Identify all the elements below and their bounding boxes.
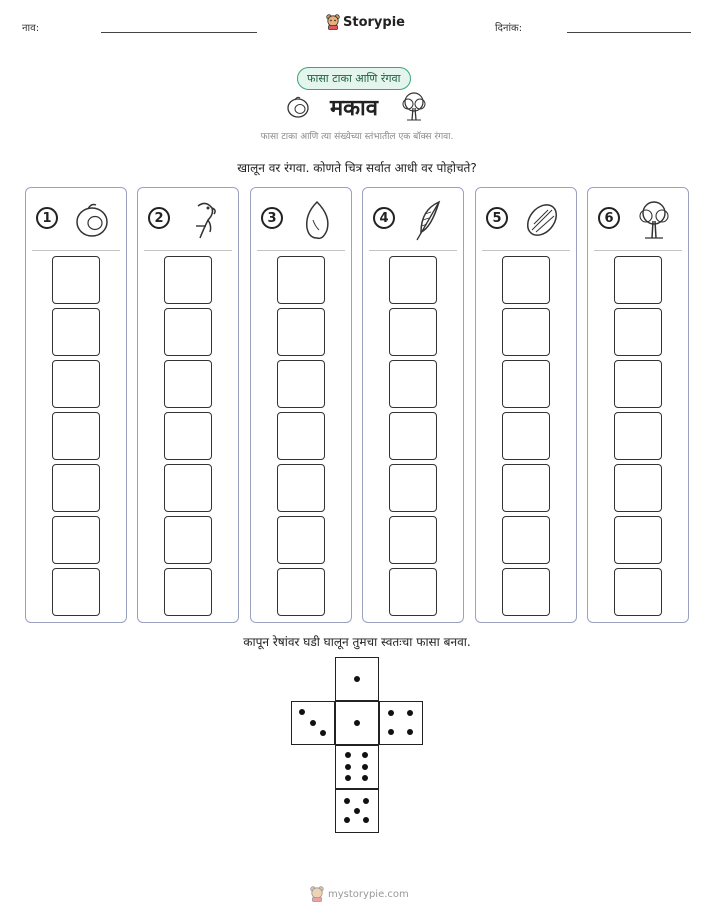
color-box[interactable] <box>389 568 437 616</box>
dice-pip <box>388 710 394 716</box>
bear-mascot-icon <box>326 14 340 30</box>
color-box[interactable] <box>389 360 437 408</box>
column-divider <box>144 250 232 251</box>
column-6 <box>587 187 689 623</box>
dice-pip <box>354 720 360 726</box>
column-divider <box>594 250 682 251</box>
color-box[interactable] <box>164 256 212 304</box>
tree-icon <box>398 90 430 122</box>
dice-pip <box>345 764 351 770</box>
color-box[interactable] <box>389 256 437 304</box>
plum-icon <box>285 94 311 120</box>
column-4 <box>362 187 464 623</box>
column-number: 1 <box>36 207 58 229</box>
color-box[interactable] <box>614 308 662 356</box>
page-title: मकाव <box>330 96 378 121</box>
color-box[interactable] <box>389 464 437 512</box>
color-box[interactable] <box>502 360 550 408</box>
color-box[interactable] <box>164 568 212 616</box>
color-box[interactable] <box>277 308 325 356</box>
column-divider <box>482 250 570 251</box>
feather-icon <box>409 198 449 242</box>
dice-pip <box>354 676 360 682</box>
color-box[interactable] <box>52 516 100 564</box>
color-box[interactable] <box>502 412 550 460</box>
activity-badge: फासा टाका आणि रंगवा <box>297 67 411 90</box>
color-box[interactable] <box>52 464 100 512</box>
color-box[interactable] <box>614 516 662 564</box>
color-box[interactable] <box>614 568 662 616</box>
color-box[interactable] <box>52 308 100 356</box>
color-box[interactable] <box>277 464 325 512</box>
seed-icon <box>522 198 562 242</box>
color-box[interactable] <box>614 412 662 460</box>
footer <box>310 886 409 902</box>
tree-icon <box>634 198 674 242</box>
name-line[interactable] <box>101 32 257 33</box>
dice-pip <box>345 775 351 781</box>
color-box[interactable] <box>277 412 325 460</box>
name-label: नाव: <box>22 23 40 34</box>
color-box[interactable] <box>502 308 550 356</box>
color-box[interactable] <box>389 412 437 460</box>
column-number: 6 <box>598 207 620 229</box>
column-5 <box>475 187 577 623</box>
dice-pip <box>363 817 369 823</box>
footer-site[interactable]: mystorypie.com <box>328 888 409 900</box>
macaw-icon <box>184 198 224 242</box>
color-box[interactable] <box>502 256 550 304</box>
dice-instruction: कापून रेषांवर घडी घालून तुमचा स्वतःचा फासा बनवा. <box>243 635 471 649</box>
dice-pip <box>362 752 368 758</box>
color-box[interactable] <box>52 360 100 408</box>
color-box[interactable] <box>164 308 212 356</box>
date-label: दिनांक: <box>495 23 523 34</box>
column-divider <box>32 250 120 251</box>
color-box[interactable] <box>502 568 550 616</box>
color-box[interactable] <box>52 568 100 616</box>
color-box[interactable] <box>277 256 325 304</box>
dice-pip <box>344 817 350 823</box>
dice-pip <box>344 798 350 804</box>
bear-mascot-icon <box>310 886 324 902</box>
column-number: 3 <box>261 207 283 229</box>
color-box[interactable] <box>502 464 550 512</box>
color-box[interactable] <box>614 360 662 408</box>
dice-pip <box>362 775 368 781</box>
subtitle: फासा टाका आणि त्या संख्येच्या स्तंभातील एक बॉक्स रंगवा. <box>260 132 454 142</box>
column-2 <box>137 187 239 623</box>
color-box[interactable] <box>164 516 212 564</box>
date-line[interactable] <box>567 32 691 33</box>
dice-pip <box>299 709 305 715</box>
dice-pip <box>407 729 413 735</box>
dice-pip <box>407 710 413 716</box>
column-1 <box>25 187 127 623</box>
color-box[interactable] <box>164 412 212 460</box>
color-box[interactable] <box>502 516 550 564</box>
dice-face-1 <box>335 657 379 701</box>
column-number: 4 <box>373 207 395 229</box>
dice-pip <box>363 798 369 804</box>
color-box[interactable] <box>614 256 662 304</box>
plum-icon <box>72 198 112 242</box>
color-box[interactable] <box>614 464 662 512</box>
column-3 <box>250 187 352 623</box>
color-box[interactable] <box>277 360 325 408</box>
color-box[interactable] <box>52 256 100 304</box>
dice-face-4 <box>379 701 423 745</box>
column-divider <box>369 250 457 251</box>
dice-pip <box>362 764 368 770</box>
dice-pip <box>310 720 316 726</box>
dice-face-5 <box>335 789 379 833</box>
dice-face-6 <box>335 745 379 789</box>
color-box[interactable] <box>389 308 437 356</box>
dice-face-1 <box>335 701 379 745</box>
brand-logo <box>326 14 405 30</box>
color-box[interactable] <box>389 516 437 564</box>
column-divider <box>257 250 345 251</box>
dice-pip <box>320 730 326 736</box>
color-box[interactable] <box>277 568 325 616</box>
color-box[interactable] <box>277 516 325 564</box>
column-number: 5 <box>486 207 508 229</box>
color-box[interactable] <box>164 464 212 512</box>
dice-pip <box>354 808 360 814</box>
column-number: 2 <box>148 207 170 229</box>
brand-name: Storypie <box>343 14 405 30</box>
dice-face-3 <box>291 701 335 745</box>
color-box[interactable] <box>164 360 212 408</box>
instruction: खालून वर रंगवा. कोणते चित्र सर्वात आधी वर पोहोचते? <box>237 161 477 175</box>
color-box[interactable] <box>52 412 100 460</box>
dice-pip <box>345 752 351 758</box>
almond-icon <box>297 198 337 242</box>
dice-pip <box>388 729 394 735</box>
